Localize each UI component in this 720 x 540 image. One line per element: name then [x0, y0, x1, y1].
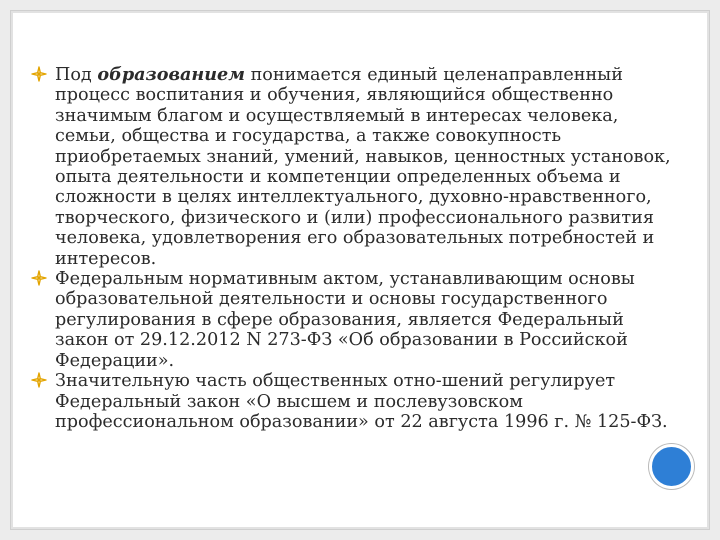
emphasized-term: образованием — [97, 64, 245, 85]
compass-star-bullet-icon — [31, 66, 47, 82]
bullet-item-federal-law-125 — [33, 371, 673, 432]
bullet-text: Федеральным нормативным актом, устанавливающим основы образовательной деятельности и основы государственного регулирования в сфере образования, является Федеральный закон от 29.12.2012 N 273-ФЗ «Об образовании в Российской Федерации». — [55, 269, 635, 371]
compass-star-bullet-icon — [31, 372, 47, 388]
bullet-item-federal-law-273 — [33, 269, 673, 371]
decorative-blue-circle — [649, 444, 694, 489]
bullet-text: Значительную часть общественных отно-шений регулирует Федеральный закон «О высшем и послевузовском профессиональном образовании» от 22 августа 1996 г. № 125-ФЗ. — [55, 371, 668, 432]
bullet-prefix: Под — [55, 65, 98, 85]
bullet-list — [33, 65, 673, 432]
bullet-item-education-definition — [33, 65, 673, 269]
compass-star-bullet-icon — [31, 270, 47, 286]
bullet-text: понимается единый целенаправленный процесс воспитания и обучения, являющийся общественно значимым благом и осуществляемый в интересах человека, семьи, общества и государства, а также совокупность приобретаемых знаний, умений, навыков, ценностных установок, опыта деятельности и компетенции определенных объема и сложности в целях интеллектуального, духовно-нравственного, творческого, физического и (или) профессионального развития человека, удовлетворения его образовательных потребностей и интересов. — [55, 65, 671, 269]
slide-frame — [10, 10, 710, 530]
